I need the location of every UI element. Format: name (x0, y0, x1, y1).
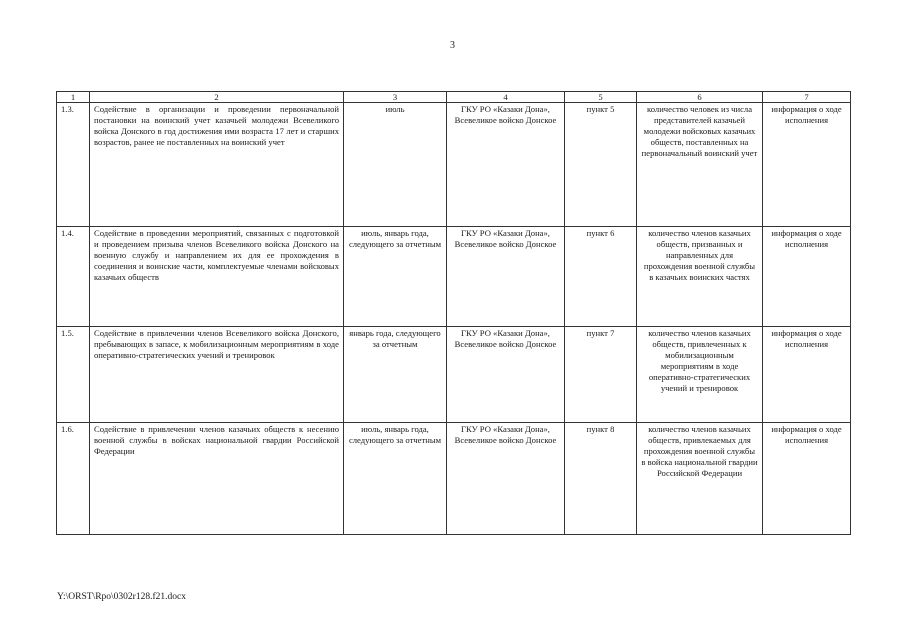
row-executor: ГКУ РО «Казаки Дона», Всевеликое войско Донское (447, 327, 565, 423)
row-number: 1.6. (57, 423, 90, 535)
table-row (57, 327, 851, 423)
row-point: пункт 8 (565, 423, 637, 535)
row-period: январь года, следующего за отчетным (344, 327, 447, 423)
row-number: 1.5. (57, 327, 90, 423)
row-indicator: количество членов казачьих обществ, привлекаемых для прохождения военной службы в войска национальной гвардии Российской Федерации (637, 423, 763, 535)
column-header: 1 (57, 92, 90, 103)
plan-table (56, 91, 851, 535)
column-header: 5 (565, 92, 637, 103)
row-number: 1.3. (57, 103, 90, 227)
table-row (57, 227, 851, 327)
row-period: июль, январь года, следующего за отчетным (344, 227, 447, 327)
column-header: 3 (344, 92, 447, 103)
row-indicator: количество членов казачьих обществ, привлеченных к мобилизационным мероприятиям в ходе оперативно-стратегических учений и тренировок (637, 327, 763, 423)
table-row (57, 103, 851, 227)
page-number: 3 (450, 40, 455, 51)
row-description: Содействие в привлечении членов Всевеликого войска Донского, пребывающих в запасе, к мобилизационным мероприятиям в ходе оперативно-стратегических учений и тренировок (90, 327, 344, 423)
table-header-row (57, 92, 851, 103)
row-result: информация о ходе исполнения (763, 227, 851, 327)
row-period: июль (344, 103, 447, 227)
column-header: 2 (90, 92, 344, 103)
row-description: Содействие в привлечении членов казачьих обществ к несению военной службы в войсках национальной гвардии Российской Федерации (90, 423, 344, 535)
row-result: информация о ходе исполнения (763, 103, 851, 227)
row-point: пункт 7 (565, 327, 637, 423)
row-point: пункт 5 (565, 103, 637, 227)
row-number: 1.4. (57, 227, 90, 327)
column-header: 7 (763, 92, 851, 103)
row-executor: ГКУ РО «Казаки Дона», Всевеликое войско Донское (447, 103, 565, 227)
row-indicator: количество человек из числа представителей казачьей молодежи войсковых казачьих обществ, поставленных на первоначальный воинский учет (637, 103, 763, 227)
column-header: 4 (447, 92, 565, 103)
table-row (57, 423, 851, 535)
file-path-footer: Y:\ORST\Rpo\0302r128.f21.docx (57, 592, 186, 602)
row-executor: ГКУ РО «Казаки Дона», Всевеликое войско Донское (447, 423, 565, 535)
row-executor: ГКУ РО «Казаки Дона», Всевеликое войско Донское (447, 227, 565, 327)
row-result: информация о ходе исполнения (763, 423, 851, 535)
row-period: июль, январь года, следующего за отчетным (344, 423, 447, 535)
row-point: пункт 6 (565, 227, 637, 327)
row-description: Содействие в проведении мероприятий, связанных с подготовкой и проведением призыва членов Всевеликого войска Донского на военную службу и направлением их для ее прохождения в соединения и воинские части, комплектуемые членами войсковых казачьих обществ (90, 227, 344, 327)
row-indicator: количество членов казачьих обществ, призванных и направленных для прохождения военной службы в казачьих воинских частях (637, 227, 763, 327)
column-header: 6 (637, 92, 763, 103)
row-result: информация о ходе исполнения (763, 327, 851, 423)
row-description: Содействие в организации и проведении первоначальной постановки на воинский учет казачьей молодежи Всевеликого войска Донского в год достижения ими возраста 17 лет и старших возрастов, ранее не поставленных на воинский учет (90, 103, 344, 227)
